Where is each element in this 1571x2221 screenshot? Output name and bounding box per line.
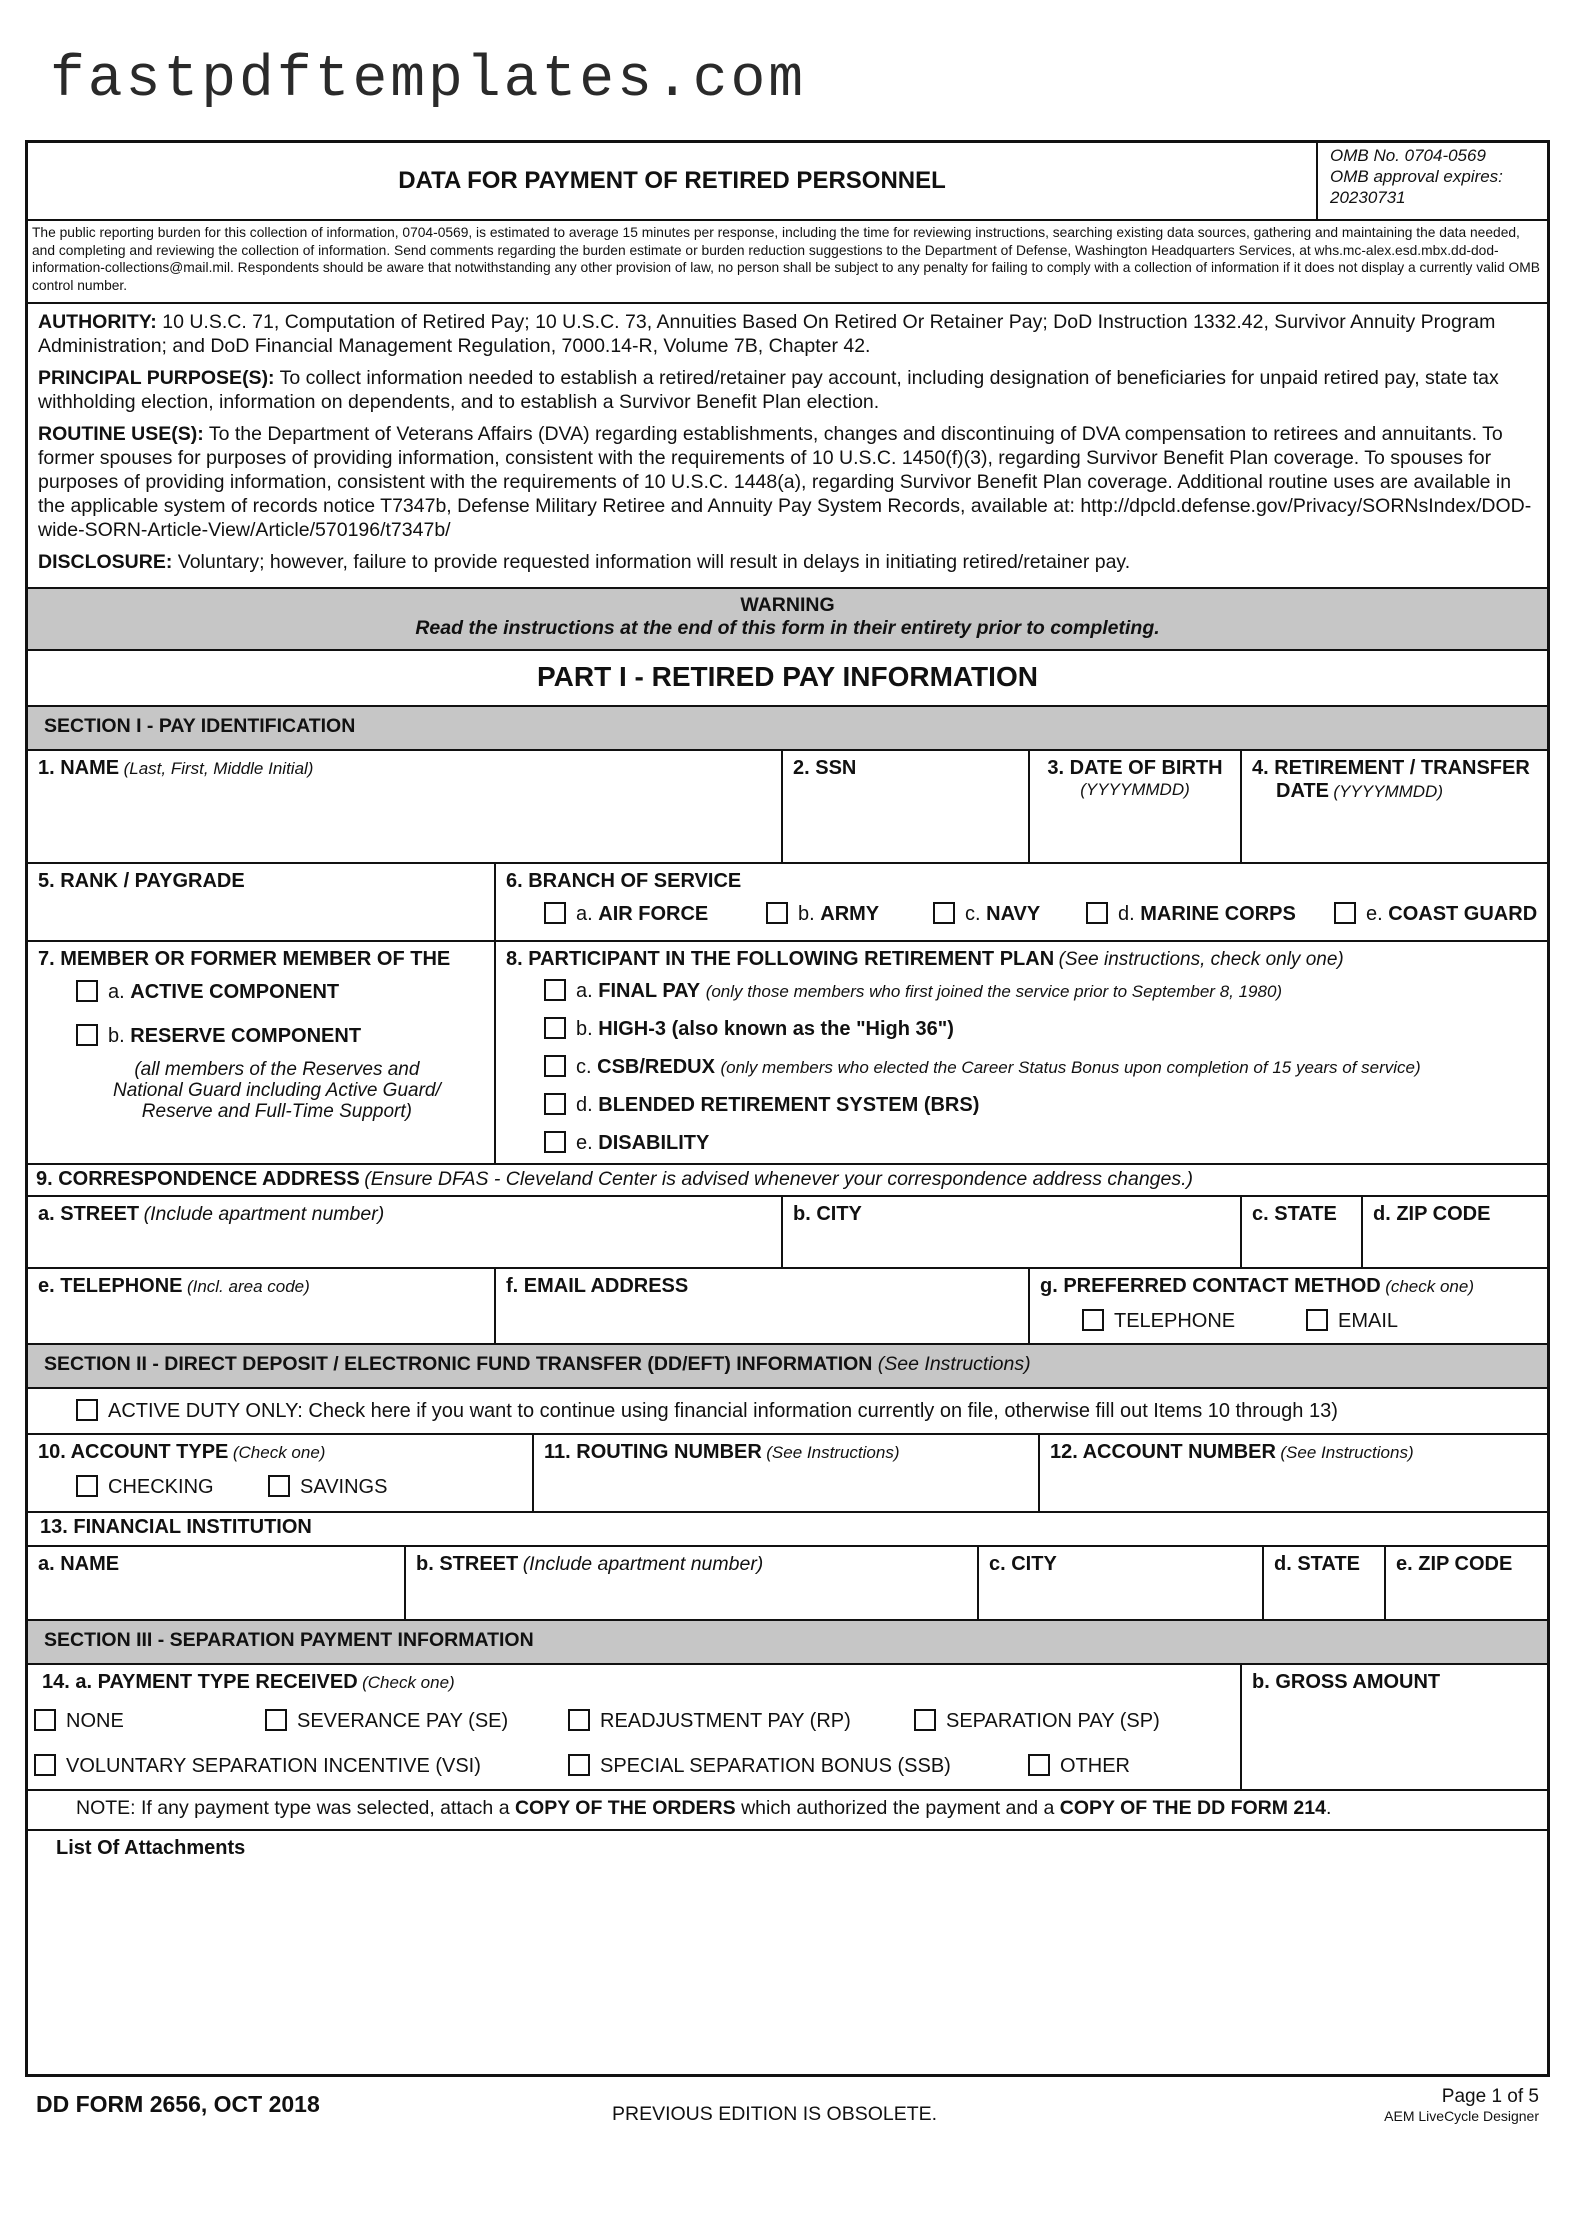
member-option-reserve[interactable]: b. RESERVE COMPONENT bbox=[76, 1024, 361, 1048]
checkbox[interactable] bbox=[933, 902, 955, 924]
plan-option-brs[interactable]: d. BLENDED RETIREMENT SYSTEM (BRS) bbox=[544, 1093, 979, 1117]
branch-option-air-force[interactable]: a. AIR FORCE bbox=[544, 902, 708, 926]
city-field[interactable]: b. CITY bbox=[783, 1197, 1242, 1267]
payment-option-other[interactable]: OTHER bbox=[1028, 1754, 1130, 1778]
branch-option-army[interactable]: b. ARMY bbox=[766, 902, 879, 926]
row-account bbox=[28, 1435, 1547, 1513]
checkbox[interactable] bbox=[1028, 1754, 1050, 1776]
active-duty-option[interactable]: ACTIVE DUTY ONLY: Check here if you want to continue using financial information currently on file, otherwise fill out Items 10 through 13) bbox=[76, 1399, 1338, 1423]
row-identity bbox=[28, 751, 1547, 864]
page-number: Page 1 of 5 bbox=[1441, 2086, 1539, 2107]
account-type-checking[interactable]: CHECKING bbox=[76, 1475, 214, 1499]
retirement-plan-field: 8. PARTICIPANT IN THE FOLLOWING RETIREMENT PLAN (See instructions, check only one) a. FINAL PAY (only those members who first joined the service prior to September 8, 1980) b. HIGH-3 (also known as the "High 36") c. CSB/REDUX (only members who elected the Career Status Bonus upon completion of 15 years of service) d. BLENDED RETIREMENT SYSTEM (BRS) e. DISABILITY bbox=[506, 948, 1421, 1154]
retirement-date-field[interactable]: 4. RETIREMENT / TRANSFER DATE (YYYYMMDD) bbox=[1252, 757, 1530, 802]
zip-field[interactable]: d. ZIP CODE bbox=[1373, 1203, 1491, 1225]
branch-field: 6. BRANCH OF SERVICE a. AIR FORCE b. ARMY c. NAVY d. MARINE CORPS e. COAST GUARD bbox=[506, 870, 1538, 925]
checkbox[interactable] bbox=[544, 979, 566, 1001]
omb-expires-date: 20230731 bbox=[1330, 188, 1406, 207]
burden-statement: The public reporting burden for this collection of information, 0704-0569, is estimated to average 15 minutes per response, including the time for reviewing instructions, searching existing data sources, gathering and maintaining the data needed, and completing and reviewing the collection of information. Send comments regarding the burden estimate or burden reduction suggestions to the Department of Defense, Washington Headquarters Services, at whs.mc-alex.esd.mbx.dd-dod-information-collections@mail.mil. Respondents should be aware that notwithstanding any other provision of law, no person shall be subject to any penalty for failing to comply with a collection of information if it does not display a currently valid OMB control number. bbox=[28, 221, 1547, 304]
ssn-field[interactable]: 2. SSN bbox=[783, 751, 1030, 862]
payment-option-vsi[interactable]: VOLUNTARY SEPARATION INCENTIVE (VSI) bbox=[34, 1754, 481, 1778]
routing-number-field[interactable]: 11. ROUTING NUMBER (See Instructions) bbox=[534, 1435, 1040, 1511]
member-field: 7. MEMBER OR FORMER MEMBER OF THE a. ACTIVE COMPONENT b. RESERVE COMPONENT (all members of the Reserves and National Guard including Active Guard/ Reserve and Full-Time Support) bbox=[28, 942, 496, 1163]
branch-option-marine-corps[interactable]: d. MARINE CORPS bbox=[1086, 902, 1296, 926]
checkbox[interactable] bbox=[1334, 902, 1356, 924]
checkbox[interactable] bbox=[544, 1017, 566, 1039]
payment-option-separation[interactable]: SEPARATION PAY (SP) bbox=[914, 1709, 1160, 1733]
contact-option-email[interactable]: EMAIL bbox=[1306, 1309, 1398, 1333]
street-field[interactable]: a. STREET (Include apartment number) bbox=[28, 1197, 783, 1267]
payment-option-readjustment[interactable]: READJUSTMENT PAY (RP) bbox=[568, 1709, 851, 1733]
checkbox[interactable] bbox=[766, 902, 788, 924]
institution-street-field[interactable]: b. STREET (Include apartment number) bbox=[406, 1547, 979, 1619]
account-type-savings[interactable]: SAVINGS bbox=[268, 1475, 387, 1499]
omb-number: OMB No. 0704-0569 bbox=[1330, 146, 1486, 165]
warning-banner bbox=[28, 589, 1547, 651]
attachment-note: NOTE: If any payment type was selected, attach a COPY OF THE ORDERS which authorized the payment and a COPY OF THE DD FORM 214. bbox=[28, 1791, 1547, 1831]
section1-header: SECTION I - PAY IDENTIFICATION bbox=[28, 707, 1547, 751]
part1-header bbox=[28, 651, 1547, 707]
institution-city-field[interactable]: c. CITY bbox=[979, 1547, 1264, 1619]
payment-option-none[interactable]: NONE bbox=[34, 1709, 124, 1733]
address-header: 9. CORRESPONDENCE ADDRESS (Ensure DFAS - Cleveland Center is advised whenever your correspondence address changes.) bbox=[28, 1165, 1547, 1197]
form-frame bbox=[25, 140, 1550, 2077]
designer-credit: AEM LiveCycle Designer bbox=[1384, 2108, 1539, 2124]
warning-title: WARNING bbox=[740, 594, 835, 616]
contact-option-telephone[interactable]: TELEPHONE bbox=[1082, 1309, 1235, 1333]
row-financial-institution bbox=[28, 1547, 1547, 1621]
rank-field[interactable]: 5. RANK / PAYGRADE bbox=[28, 864, 496, 940]
row-member-plan bbox=[28, 942, 1547, 1165]
state-field[interactable]: c. STATE bbox=[1242, 1197, 1363, 1267]
financial-institution-header: 13. FINANCIAL INSTITUTION bbox=[28, 1513, 1547, 1547]
disclosure: DISCLOSURE: Voluntary; however, failure to provide requested information will result in delays in initiating retired/retainer pay. bbox=[38, 551, 1131, 573]
checkbox[interactable] bbox=[76, 1475, 98, 1497]
branch-option-coast-guard[interactable]: e. COAST GUARD bbox=[1334, 902, 1537, 926]
plan-option-final-pay[interactable]: a. FINAL PAY (only those members who first joined the service prior to September 8, 1980) bbox=[544, 979, 1282, 1003]
checkbox[interactable] bbox=[568, 1754, 590, 1776]
omb-expires-label: OMB approval expires: bbox=[1330, 167, 1503, 186]
form-header bbox=[28, 143, 1547, 221]
gross-amount-field[interactable]: b. GROSS AMOUNT bbox=[1252, 1671, 1441, 1693]
row-contact bbox=[28, 1269, 1547, 1345]
form-id: DD FORM 2656, OCT 2018 bbox=[36, 2091, 320, 2117]
checkbox[interactable] bbox=[544, 1055, 566, 1077]
checkbox[interactable] bbox=[34, 1709, 56, 1731]
checkbox[interactable] bbox=[544, 1093, 566, 1115]
checkbox[interactable] bbox=[544, 1131, 566, 1153]
account-type-field: 10. ACCOUNT TYPE (Check one) CHECKING SAVINGS bbox=[28, 1435, 534, 1511]
attachments-field[interactable]: List Of Attachments bbox=[56, 1837, 246, 1859]
checkbox[interactable] bbox=[265, 1709, 287, 1731]
checkbox[interactable] bbox=[76, 1024, 98, 1046]
warning-text: Read the instructions at the end of this form in their entirety prior to completing. bbox=[415, 617, 1160, 639]
principal-purpose: PRINCIPAL PURPOSE(S): To collect information needed to establish a retired/retainer pay account, including designation of beneficiaries for unpaid retired pay, state tax withholding election, information on dependents, and to establish a Survivor Benefit Plan election. bbox=[38, 367, 1499, 413]
reserve-note: (all members of the Reserves and National Guard including Active Guard/ Reserve and Full-Time Support) bbox=[113, 1059, 441, 1122]
checkbox[interactable] bbox=[544, 902, 566, 924]
checkbox[interactable] bbox=[34, 1754, 56, 1776]
checkbox[interactable] bbox=[1082, 1309, 1104, 1331]
preferred-contact-field: g. PREFERRED CONTACT METHOD (check one) TELEPHONE EMAIL bbox=[1040, 1275, 1475, 1332]
institution-name-field[interactable]: a. NAME bbox=[28, 1547, 406, 1619]
payment-option-severance[interactable]: SEVERANCE PAY (SE) bbox=[265, 1709, 508, 1733]
checkbox[interactable] bbox=[76, 980, 98, 1002]
account-number-field[interactable]: 12. ACCOUNT NUMBER (See Instructions) bbox=[1050, 1441, 1414, 1463]
checkbox[interactable] bbox=[568, 1709, 590, 1731]
watermark: fastpdftemplates.com bbox=[50, 48, 807, 113]
plan-option-disability[interactable]: e. DISABILITY bbox=[544, 1131, 709, 1155]
obsolete-notice: PREVIOUS EDITION IS OBSOLETE. bbox=[612, 2103, 938, 2125]
institution-state-field[interactable]: d. STATE bbox=[1264, 1547, 1386, 1619]
omb-box bbox=[1318, 143, 1547, 219]
checkbox[interactable] bbox=[76, 1399, 98, 1421]
telephone-field[interactable]: e. TELEPHONE (Incl. area code) bbox=[28, 1269, 496, 1343]
authority: AUTHORITY: 10 U.S.C. 71, Computation of Retired Pay; 10 U.S.C. 73, Annuities Based On Retired Or Retainer Pay; DoD Instruction 1332.42, Survivor Annuity Program Administration; and DoD Financial Management Regulation, 7000.14-R, Volume 7B, Chapter 42. bbox=[38, 311, 1496, 357]
active-duty-row bbox=[28, 1389, 1547, 1435]
checkbox[interactable] bbox=[1086, 902, 1108, 924]
row-rank-branch bbox=[28, 864, 1547, 942]
row-address bbox=[28, 1197, 1547, 1269]
form-title: DATA FOR PAYMENT OF RETIRED PERSONNEL bbox=[398, 167, 946, 194]
payment-type-field: 14. a. PAYMENT TYPE RECEIVED (Check one) NONE SEVERANCE PAY (SE) READJUSTMENT PAY (RP) SEPARATION PAY (SP) VOLUNTARY SEPARATION INCENTIVE (VSI) SPECIAL SEPARATION BONUS (SSB) OTHER bbox=[28, 1665, 1242, 1789]
payment-option-ssb[interactable]: SPECIAL SEPARATION BONUS (SSB) bbox=[568, 1754, 951, 1778]
part1-title: PART I - RETIRED PAY INFORMATION bbox=[537, 661, 1038, 692]
checkbox[interactable] bbox=[1306, 1309, 1328, 1331]
plan-option-csb-redux[interactable]: c. CSB/REDUX (only members who elected the Career Status Bonus upon completion of 15 years of service) bbox=[544, 1055, 1421, 1079]
dob-field[interactable]: 3. DATE OF BIRTH (YYYYMMDD) bbox=[1030, 751, 1242, 862]
privacy-act-statement bbox=[28, 304, 1547, 589]
checkbox[interactable] bbox=[914, 1709, 936, 1731]
email-field[interactable]: f. EMAIL ADDRESS bbox=[496, 1269, 1030, 1343]
plan-option-high-3[interactable]: b. HIGH-3 (also known as the "High 36") bbox=[544, 1017, 954, 1041]
name-field[interactable]: 1. NAME (Last, First, Middle Initial) bbox=[28, 751, 783, 862]
section3-header: SECTION III - SEPARATION PAYMENT INFORMATION bbox=[28, 1621, 1547, 1665]
row-payment-type bbox=[28, 1665, 1547, 1791]
checkbox[interactable] bbox=[268, 1475, 290, 1497]
institution-zip-field[interactable]: e. ZIP CODE bbox=[1396, 1553, 1513, 1575]
section2-header: SECTION II - DIRECT DEPOSIT / ELECTRONIC FUND TRANSFER (DD/EFT) INFORMATION (See Instructions) bbox=[28, 1345, 1547, 1389]
member-option-active[interactable]: a. ACTIVE COMPONENT bbox=[76, 980, 339, 1004]
routine-uses: ROUTINE USE(S): To the Department of Veterans Affairs (DVA) regarding establishments, changes and discontinuing of DVA compensation to retirees and annuitants. To former spouses for purposes of providing information, consistent with the requirements of 10 U.S.C. 1450(f)(3), regarding Survivor Benefit Plan coverage. To spouses for purposes of providing information, consistent with the requirements of 10 U.S.C. 1448(a), regarding Survivor Benefit Plan coverage. Additional routine uses are available in the applicable system of records notice T7347b, Defense Military Retiree and Annuity Pay System Records, available at: http://dpcld.defense.gov/Privacy/SORNsIndex/DOD-wide-SORN-Article-View/Article/570196/t7347b/ bbox=[38, 423, 1532, 541]
branch-option-navy[interactable]: c. NAVY bbox=[933, 902, 1040, 926]
